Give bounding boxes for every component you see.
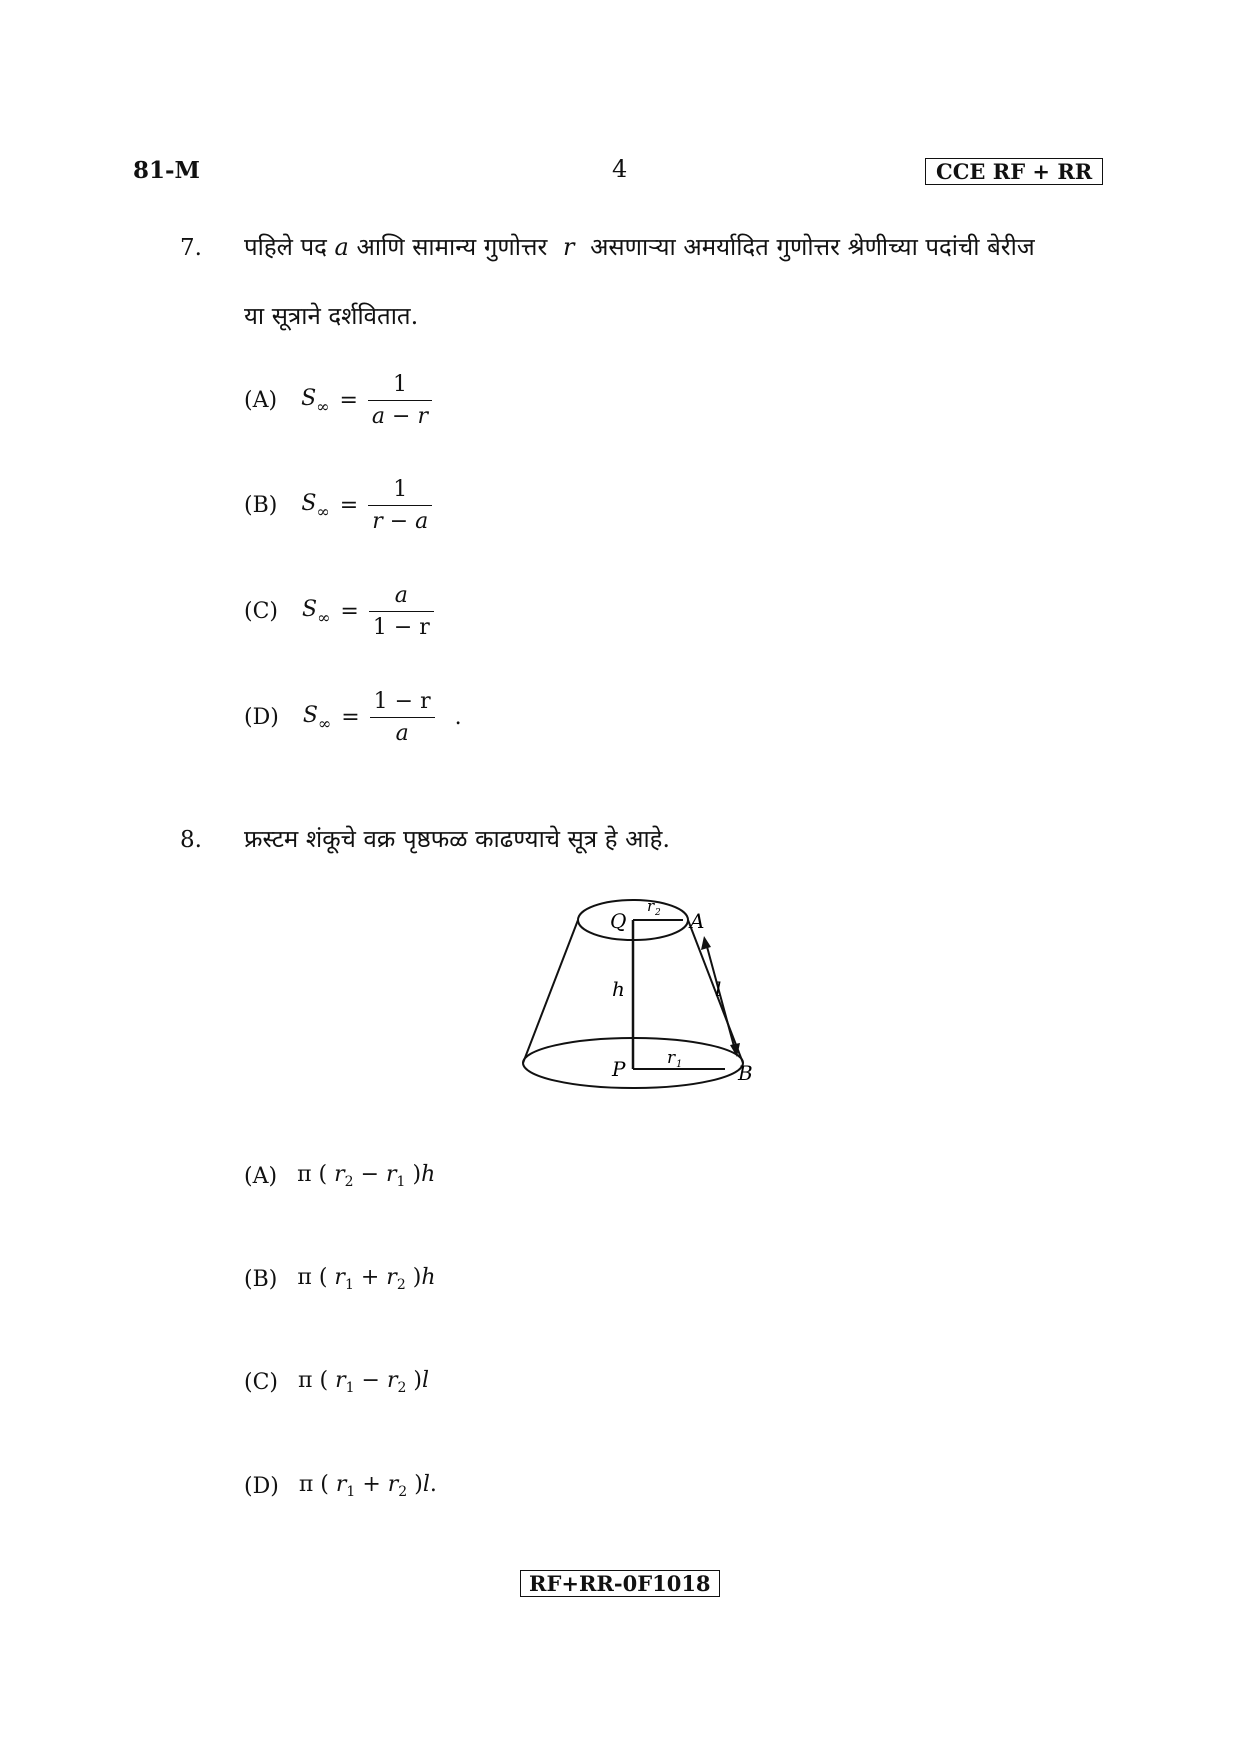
subscript: 1 xyxy=(345,1380,355,1396)
subscript: 2 xyxy=(344,1174,354,1190)
label-a: A xyxy=(690,909,705,933)
fraction xyxy=(370,689,435,746)
option-label: (A) xyxy=(244,1163,278,1189)
q7-text-part2: आणि सामान्य गुणोत्तर xyxy=(356,233,548,261)
denominator: a xyxy=(395,721,409,746)
exam-tag-box: CCE RF + RR xyxy=(925,158,1103,185)
option-label: (C) xyxy=(244,1369,278,1395)
label-b: B xyxy=(738,1061,753,1085)
option-label: (A) xyxy=(244,388,278,413)
open-paren: ( xyxy=(318,1265,328,1290)
q7-option-b[interactable] xyxy=(244,477,442,534)
var-r: r xyxy=(386,1368,398,1393)
operator: + xyxy=(362,1472,381,1497)
q8-option-a[interactable] xyxy=(244,1162,435,1190)
option-label: (B) xyxy=(244,493,278,518)
q7-text-part1: पहिले पद xyxy=(244,233,327,261)
equals-sign: = xyxy=(340,599,359,624)
question-7-text xyxy=(244,232,1124,262)
infinity-subscript: ∞ xyxy=(316,501,330,521)
infinity-subscript: ∞ xyxy=(317,607,331,627)
series-sum-symbol: S xyxy=(301,385,317,411)
close-paren: ) xyxy=(413,1368,422,1393)
pi-symbol: π xyxy=(298,1368,313,1393)
pi-symbol: π xyxy=(297,1265,312,1290)
q8-option-b[interactable] xyxy=(244,1265,436,1293)
denominator: a − r xyxy=(371,404,428,429)
q7-option-c[interactable] xyxy=(244,583,444,640)
q7-option-d[interactable] xyxy=(244,689,462,746)
infinity-subscript: ∞ xyxy=(316,396,330,416)
trailing-punct: . xyxy=(454,705,462,730)
trailing-punct: . xyxy=(429,1472,437,1497)
label-p: P xyxy=(612,1057,626,1081)
subscript: 1 xyxy=(396,1174,406,1190)
q8-option-d[interactable] xyxy=(244,1472,437,1500)
factor: h xyxy=(421,1162,436,1187)
close-paren: ) xyxy=(414,1472,423,1497)
var-r: r xyxy=(334,1265,345,1290)
subscript: 2 xyxy=(397,1380,407,1396)
fraction xyxy=(368,372,432,429)
page-number: 4 xyxy=(612,155,628,183)
factor: l xyxy=(422,1472,430,1497)
q7-option-a[interactable] xyxy=(244,372,442,429)
option-label: (B) xyxy=(244,1266,278,1292)
infinity-subscript: ∞ xyxy=(317,713,332,733)
question-7-number: 7. xyxy=(180,235,202,261)
var-r: r xyxy=(386,1162,397,1187)
fraction xyxy=(368,477,432,534)
equals-sign: = xyxy=(339,493,359,518)
open-paren: ( xyxy=(318,1162,328,1187)
factor: l xyxy=(422,1368,430,1393)
series-sum-symbol: S xyxy=(302,702,318,728)
series-sum-symbol: S xyxy=(301,490,317,516)
q7-text-part3: असणाऱ्या अमर्यादित गुणोत्तर श्रेणीच्या पदांची बेरीज xyxy=(590,233,1035,261)
operator: + xyxy=(360,1265,380,1290)
var-r: r xyxy=(387,1472,399,1497)
factor: h xyxy=(421,1265,436,1290)
numerator: 1 xyxy=(368,477,432,506)
question-7-text-line2: या सूत्राने दर्शवितात. xyxy=(244,302,419,330)
var-r: r xyxy=(334,1162,345,1187)
q7-var-a: a xyxy=(334,233,349,261)
denominator: 1 − r xyxy=(372,615,430,640)
subscript: 1 xyxy=(344,1277,354,1293)
operator: − xyxy=(360,1162,380,1187)
open-paren: ( xyxy=(319,1368,329,1393)
footer-code-box: RF+RR-0F1018 xyxy=(520,1570,720,1597)
denominator: r − a xyxy=(372,509,429,534)
subscript: 2 xyxy=(398,1484,408,1500)
arrow-head-top xyxy=(701,936,711,950)
numerator: 1 − r xyxy=(370,689,435,718)
label-r2: r xyxy=(647,897,655,915)
subscript: 2 xyxy=(396,1277,406,1293)
fraction xyxy=(369,583,434,640)
label-q: Q xyxy=(610,909,627,933)
close-paren: ) xyxy=(412,1265,422,1290)
option-label: (D) xyxy=(244,705,279,730)
q8-option-c[interactable] xyxy=(244,1368,429,1396)
label-r1: r xyxy=(667,1048,676,1068)
question-8-text: फ्रस्टम शंकूचे वक्र पृष्ठफळ काढण्याचे सूत्र हे आहे. xyxy=(244,825,671,853)
numerator: a xyxy=(369,583,434,612)
var-r: r xyxy=(386,1265,397,1290)
close-paren: ) xyxy=(412,1162,422,1187)
equals-sign: = xyxy=(341,705,360,730)
option-label: (D) xyxy=(244,1473,279,1499)
series-sum-symbol: S xyxy=(302,596,318,622)
q7-var-r: r xyxy=(562,233,575,261)
numerator: 1 xyxy=(368,372,432,401)
operator: − xyxy=(361,1368,380,1393)
label-r1-sub: 1 xyxy=(676,1059,683,1070)
var-r: r xyxy=(335,1368,346,1393)
var-r: r xyxy=(335,1472,347,1497)
question-8-number: 8. xyxy=(180,827,202,853)
label-h: h xyxy=(612,977,625,1001)
option-label: (C) xyxy=(244,599,278,624)
label-r2-sub: 2 xyxy=(655,908,661,918)
pi-symbol: π xyxy=(298,1472,314,1497)
pi-symbol: π xyxy=(297,1162,312,1187)
subscript: 1 xyxy=(346,1484,356,1500)
frustum-diagram xyxy=(520,880,780,1100)
label-l: l xyxy=(715,977,722,1001)
equals-sign: = xyxy=(339,388,358,413)
open-paren: ( xyxy=(320,1472,329,1497)
paper-code: 81-M xyxy=(133,157,201,184)
